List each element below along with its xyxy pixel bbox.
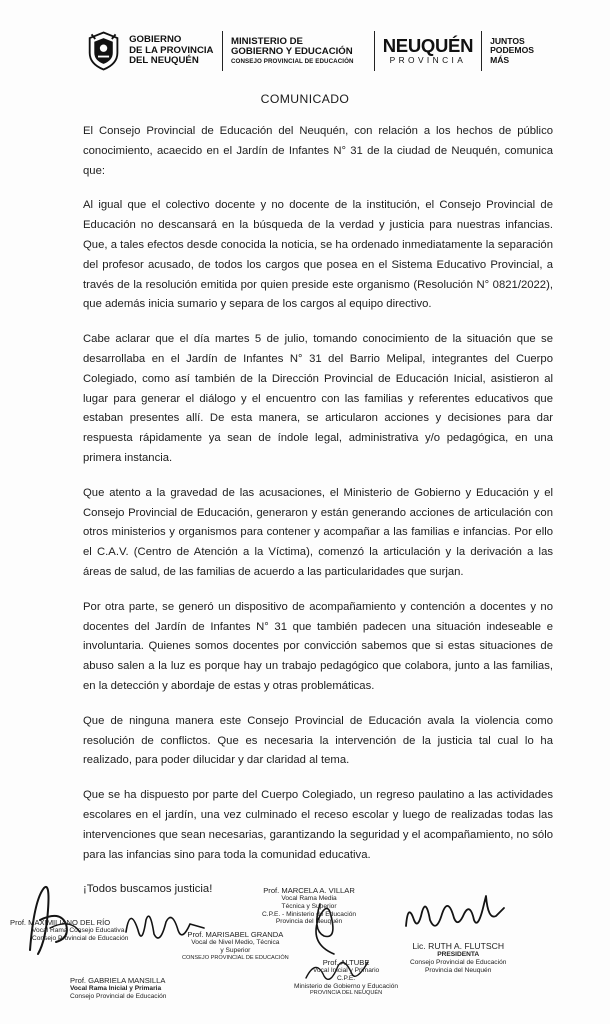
provincial-crest-icon — [86, 29, 121, 73]
signature-villar: Prof. MARCELA A. VILLAR Vocal Rama Media Técnica y Superior C.P.E. - Ministerio de Educación Provincia del Neuquén — [262, 886, 357, 926]
header-divider — [222, 31, 223, 71]
paragraph: Que de ninguna manera este Consejo Provincial de Educación avala la violencia como resolución de conflictos. Que es necesaria la intervención de la justicia tal cual lo ha realizado, para poder dilucidar y dar claridad al tema. — [83, 714, 553, 767]
header-divider — [374, 31, 375, 71]
signature-mansilla: Prof. GABRIELA MANSILLA Vocal Rama Inicial y Primaria Consejo Provincial de Educación — [70, 976, 167, 1000]
header-divider — [481, 31, 482, 71]
paragraph: Al igual que el colectivo docente y no docente de la institución, el Consejo Provincial de Educación no descansará en la búsqueda de la verdad y justicia para nuestras infancias. Que, a tales efectos desde conocida la noticia, se ha ordenado inmediatamente la separación del profesor acusado, de todos los cargos que posea en el Sistema Educativo Provincial, a través de la resolución emitida por quien preside este organismo (Resolución N° 0821/2022), que además inicia sumario y separa de los cargos al equipo directivo. — [83, 199, 553, 311]
signature-altube: Prof. ALTUBE Vocal Inicial y Primario C.P.E. Ministerio de Gobierno y Educación PROVINCIA DEL NEUQUÉN — [294, 958, 399, 997]
signature-block — [0, 880, 610, 1024]
neuquen-logo: NEUQUÉN PROVINCIA — [382, 35, 474, 65]
paragraph: Que atento a la gravedad de las acusaciones, el Ministerio de Gobierno y Educación y el Consejo Provincial de Educación, generaron y están generando acciones de articulación con otros ministerios y organismos para contener y acompañar a las familias e infancias. Por ello el C.A.V. (Centro de Atención a la Víctima), comenzó la articulación y la derivación a las áreas de salud, de las familias de acuerdo a las particularidades que surjan. — [83, 486, 553, 578]
gobierno-logo-text: GOBIERNO DE LA PROVINCIA DEL NEUQUÉN — [129, 34, 214, 67]
slogan-logo-text: JUNTOS PODEMOS MÁS — [490, 35, 534, 65]
paragraph: Por otra parte, se generó un dispositivo de acompañamiento y contención a docentes y no docentes del Jardín de Infantes N° 31 que también padecen una situación indeseable e involuntaria. Quienes somos docentes por convicción sabemos que si estas situaciones de abuso salen a la luz es porque hay un trabajo pedagógico que colabora, junto a las familias, en la detección y abordaje de estas y otras problemáticas. — [83, 600, 553, 692]
signature-granda: Prof. MARISABEL GRANDA Vocal de Nivel Medio, Técnica y Superior CONSEJO PROVINCIAL DE EDUCACIÓN — [182, 930, 289, 961]
paragraph: El Consejo Provincial de Educación del Neuquén, con relación a los hechos de público conocimiento, acaecido en el Jardín de Infantes N° 31 de la ciudad de Neuquén, comunica que: — [83, 125, 553, 177]
letterhead — [86, 26, 534, 76]
signature-scribble-flutsch — [400, 890, 510, 940]
ministerio-logo-text: MINISTERIO DE GOBIERNO Y EDUCACIÓN CONSEJO PROVINCIAL DE EDUCACIÓN — [230, 35, 354, 65]
signature-flutsch: Lic. RUTH A. FLUTSCH PRESIDENTA Consejo Provincial de Educación Provincia del Neuquén — [410, 941, 507, 974]
closing-line: ¡Todos buscamos justicia! — [83, 883, 213, 896]
paragraph: Que se ha dispuesto por parte del Cuerpo Colegiado, un regreso paulatino a las actividades escolares en el jardín, una vez culminado el receso escolar y luego de realizadas todas las intervenciones que sean necesarias, garantizando la seguridad y el acompañamiento, no sólo para las infancias sino para toda la comunidad educativa. — [83, 789, 553, 861]
document-title: COMUNICADO — [260, 92, 350, 106]
paragraph: Cabe aclarar que el día martes 5 de julio, tomando conocimiento de la situación que se desarrollaba en el Jardín de Infantes N° 31 del Barrio Melipal, integrantes del Cuerpo Colegiado, como así también de la Dirección Provincial de Educación Inicial, asistieron al lugar para generar el diálogo y el encuentro con las familias y referentes educativos que estaban presentes allí. De esta manera, se articularon acciones y decisiones para dar respuesta rápidamente ya sean de índole legal, administrativa y/o pedagógica, en una primera instancia. — [83, 333, 553, 464]
signature-del-rio: Prof. MAXIMILIANO DEL RÍO Vocal Rama Consejo Educativa Consejo Provincial de Educación — [10, 918, 129, 942]
document-body — [83, 122, 553, 915]
